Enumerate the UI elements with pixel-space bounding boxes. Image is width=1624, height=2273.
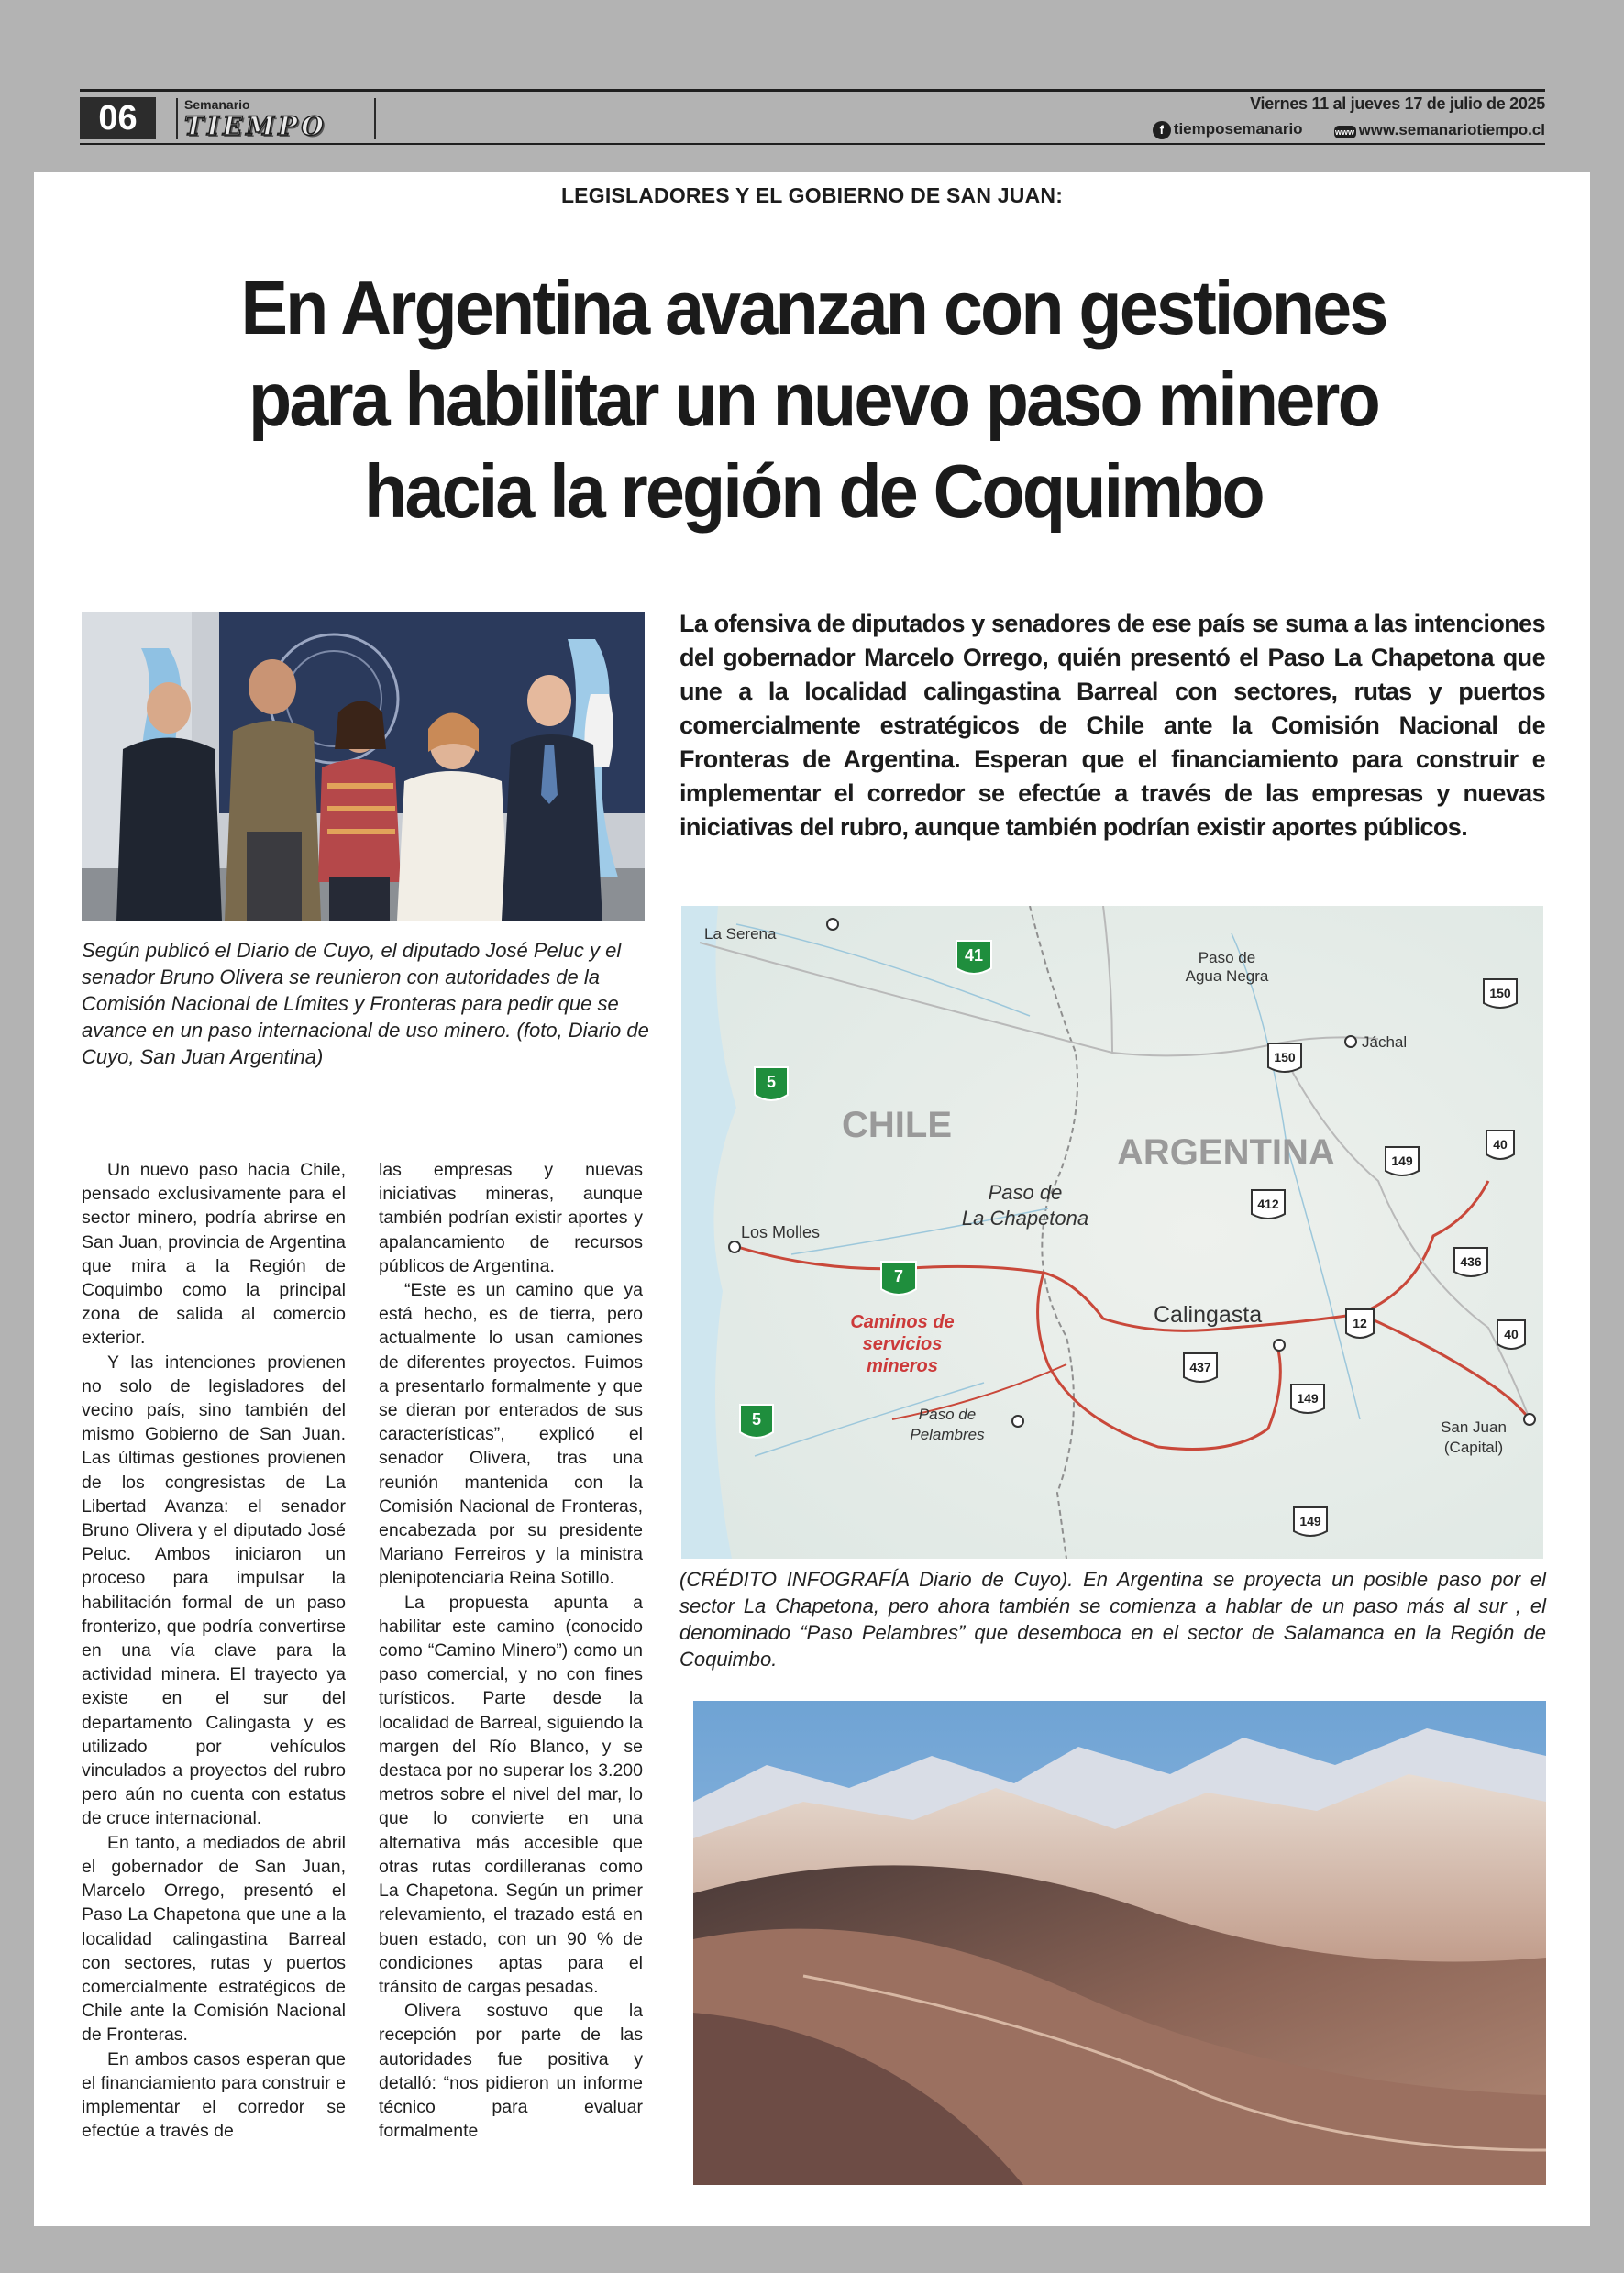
article-kicker: LEGISLADORES Y EL GOBIERNO DE SAN JUAN: — [560, 183, 1064, 207]
label-paso-pelambres-2: Pelambres — [910, 1426, 985, 1443]
website-url: www.semanariotiempo.cl — [1358, 120, 1545, 138]
label-calingasta: Calingasta — [1154, 1302, 1263, 1328]
svg-text:7: 7 — [893, 1267, 904, 1285]
mountain-road-photo — [693, 1701, 1546, 2185]
brand-subtitle: Semanario — [184, 97, 250, 112]
svg-text:150: 150 — [1489, 986, 1511, 1000]
svg-text:149: 149 — [1297, 1391, 1319, 1406]
route-shield-149-north — [1386, 1147, 1419, 1175]
brand-logo: TIEMPO — [184, 111, 327, 141]
header-bottom-rule — [80, 143, 1545, 145]
body-paragraph: La propuesta apunta a habilitar este camino (conocido como “Camino Minero”) como un paso comercial, y no con fines turísticos. Parte desde la localidad de Barreal, siguiendo la margen del Río Blanco, y se destaca por no superar los 3.200 metros sobre el nivel del mar, lo que lo convierte en una alternativa más accesible que otras rutas cordilleranas como La Chapetona. Según un primer relevamiento, el trazado está en buen estado, con un 90 % de condiciones aptas para el tránsito de cargas pesadas. — [379, 1592, 643, 1997]
svg-text:412: 412 — [1257, 1197, 1279, 1211]
header-top-rule — [80, 89, 1545, 92]
body-paragraph: En tanto, a mediados de abril el gobernador de San Juan, Marcelo Orrego, presentó el Paso La Chapetona que une a la localidad calingastina Barreal con sectores, rutas y puertos comercialmente estratégicos de Chile ante la Comisión Nacional de Fronteras. — [82, 1832, 346, 2046]
route-shield-437 — [1184, 1353, 1217, 1382]
svg-text:12: 12 — [1353, 1316, 1367, 1330]
route-shield-150 — [1268, 1043, 1301, 1072]
body-column-middle — [379, 1158, 643, 2143]
issue-date: Viernes 11 al jueves 17 de julio de 2025 — [1250, 94, 1545, 113]
route-shield-149-south — [1294, 1507, 1327, 1536]
route-shield-40-south — [1497, 1320, 1525, 1349]
body-paragraph: “Este es un camino que ya está hecho, es de tierra, pero actualmente lo usan camiones de diferentes proyectos. Fuimos a presentarlo formalmente y que se dieran por enterados de sus características”, explicó el senador Olivera, tras una reunión mantenida con la Comisión Nacional de Fronteras, encabezada por su presidente Mariano Ferreiros y la ministra plenipotenciaria Reina Sotillo. — [379, 1280, 643, 1589]
label-argentina: ARGENTINA — [1117, 1132, 1335, 1173]
label-la-serena: La Serena — [704, 925, 777, 943]
svg-text:41: 41 — [964, 946, 984, 965]
svg-text:5: 5 — [751, 1410, 762, 1429]
web-icon: www — [1335, 127, 1355, 137]
body-paragraph: Y las intenciones provienen no solo de legisladores del vecino país, sino también del mismo Gobierno de San Juan. Las últimas gestiones provienen de los congresistas de La Libertad Avanza: el senador Bruno Olivera y el diputado José Peluc. Ambos iniciaron un proceso para impulsar la habilitación formal de un paso fronterizo, que podría convertirse en una vía clave para la actividad minera. El trayecto ya existe en el sur del departamento Calingasta y es utilizado por vehículos vinculados a proyectos del rubro pero aún no cuenta con estatus de cruce internacional. — [82, 1352, 346, 1829]
meeting-photo — [82, 612, 645, 921]
route-shield-5-south — [740, 1405, 773, 1438]
headline-line-1: En Argentina avanzan con gestiones — [240, 265, 1386, 350]
map-caption: (CRÉDITO INFOGRAFÍA Diario de Cuyo). En Argentina se proyecta un posible paso por el sector La Chapetona, pero ahora también se comienza a hablar de un paso más al sur , el denominado “Paso Pelambres” que desemboca en el sector de Salamanca en la Región de Coquimbo. — [679, 1568, 1546, 1671]
facebook-link[interactable] — [1153, 120, 1303, 139]
social-row — [1153, 120, 1545, 139]
route-shield-7 — [881, 1262, 916, 1295]
svg-text:5: 5 — [766, 1073, 777, 1091]
label-chile: CHILE — [842, 1105, 952, 1145]
route-shield-150-east — [1484, 979, 1517, 1008]
label-los-molles: Los Molles — [741, 1223, 821, 1241]
route-shield-5-north — [755, 1067, 788, 1100]
label-caminos-1: Caminos de — [850, 1312, 955, 1332]
article-headline — [139, 262, 1486, 537]
label-paso-pelambres-1: Paso de — [918, 1406, 977, 1423]
svg-text:40: 40 — [1493, 1137, 1508, 1152]
label-paso-agua-negra-1: Paso de — [1198, 949, 1256, 966]
svg-text:149: 149 — [1391, 1153, 1413, 1168]
page-number: 06 — [80, 97, 156, 139]
route-shield-436 — [1454, 1248, 1487, 1276]
svg-text:437: 437 — [1189, 1360, 1211, 1374]
svg-text:436: 436 — [1460, 1254, 1482, 1269]
svg-text:150: 150 — [1274, 1050, 1296, 1065]
website-link[interactable] — [1334, 121, 1545, 139]
headline-line-3: hacia la región de Coquimbo — [364, 448, 1263, 534]
facebook-handle: tiemposemanario — [1173, 120, 1303, 138]
headline-line-2: para habilitar un nuevo paso minero — [248, 357, 1378, 442]
label-san-juan-1: San Juan — [1441, 1418, 1507, 1436]
svg-text:40: 40 — [1504, 1327, 1519, 1341]
label-caminos-3: mineros — [867, 1356, 938, 1376]
brand-divider — [176, 98, 178, 139]
body-paragraph: Un nuevo paso hacia Chile, pensado exclusivamente para el sector minero, podría abrirse en San Juan, provincia de Argentina que mira a la Región de Coquimbo como la principal zona de salida al comercio exterior. — [82, 1160, 346, 1349]
label-jachal: Jáchal — [1362, 1033, 1408, 1051]
article-page — [34, 172, 1590, 2226]
route-shield-412 — [1252, 1190, 1285, 1219]
route-shield-149 — [1291, 1385, 1324, 1413]
label-paso-chapetona-1: Paso de — [988, 1181, 1063, 1204]
label-paso-agua-negra-2: Agua Negra — [1185, 967, 1269, 985]
photo-caption: Según publicó el Diario de Cuyo, el diputado José Peluc y el senador Bruno Olivera se reunieron con autoridades de la Comisión Nacional de Límites y Fronteras para pedir que se avance en un paso internacional de uso minero. (foto, Diario de Cuyo, San Juan Argentina) — [82, 939, 649, 1068]
svg-text:149: 149 — [1299, 1514, 1321, 1528]
facebook-icon: f — [1153, 121, 1171, 139]
brand-divider-right — [374, 98, 376, 139]
label-san-juan-2: (Capital) — [1443, 1439, 1504, 1456]
label-caminos-2: servicios — [862, 1334, 943, 1354]
body-paragraph: las empresas y nuevas iniciativas mineras, aunque también podrían existir aportes y apalancamiento de recursos públicos de Argentina. — [379, 1160, 643, 1276]
route-shield-40-north — [1486, 1131, 1514, 1159]
body-column-left — [82, 1158, 346, 2143]
route-shield-12 — [1346, 1309, 1374, 1338]
body-paragraph: Olivera sostuvo que la recepción por parte de las autoridades fue positiva y detalló: “nos pidieron un informe técnico para evaluar formalmente — [379, 2001, 643, 2142]
article-deck: La ofensiva de diputados y senadores de ese país se suma a las intenciones del gobernador Marcelo Orrego, quién presentó el Paso La Chapetona que une a la localidad calingastina Barreal con sectores, rutas y puertos comercialmente estratégicos de Chile ante la Comisión Nacional de Fronteras de Argentina. Esperan que el financiamiento para construir e implementar el corredor se efectúe a través de las empresas y nuevas iniciativas del rubro, aunque también podrían existir aportes públicos. — [679, 610, 1545, 841]
route-map — [681, 906, 1543, 1559]
body-paragraph: En ambos casos esperan que el financiamiento para construir e implementar el corredor se efectúe a través de — [82, 2048, 346, 2142]
label-paso-chapetona-2: La Chapetona — [961, 1207, 1089, 1230]
route-shield-41 — [956, 941, 991, 974]
